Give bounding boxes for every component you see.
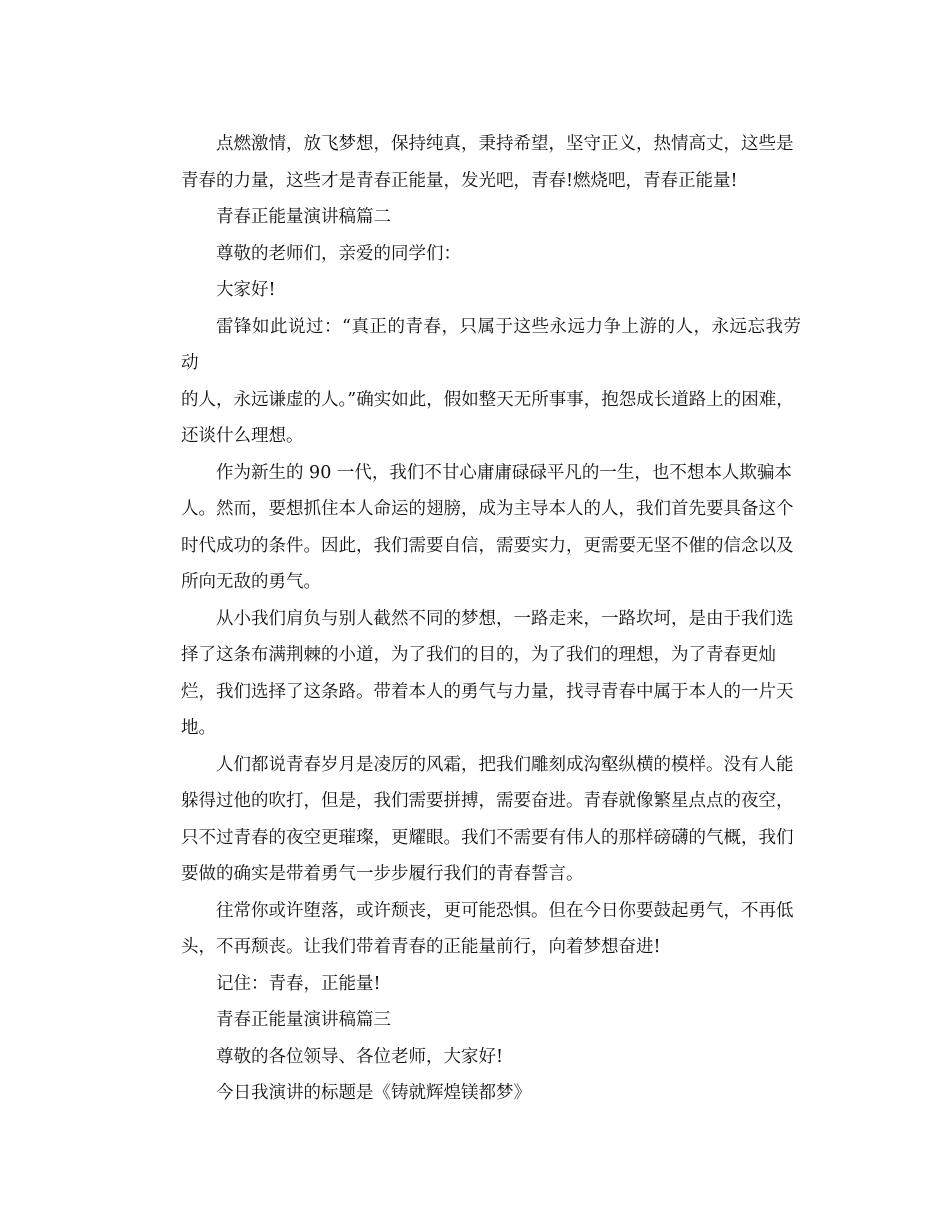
- text-line: 所向无敌的勇气。: [181, 572, 321, 592]
- text-line: 大家好!: [216, 280, 276, 300]
- paragraph: [146, 747, 801, 893]
- text-line: 还谈什么理想。: [181, 426, 304, 446]
- text-line: 点燃激情，放飞梦想，保持纯真，秉持希望，坚守正义，热情高丈，这些是: [216, 134, 794, 154]
- text-line: 往常你或许堕落，或许颓丧，更可能恐惧。但在今日你要鼓起勇气，不再低: [216, 900, 794, 921]
- text-line: 的人，永远谦虚的人。”确实如此，假如整天无所事事，抱怨成长道路上的困难，: [181, 389, 794, 410]
- paragraph: [146, 966, 801, 1003]
- salutation: [146, 236, 801, 273]
- paragraph: [146, 893, 801, 966]
- section-heading: [146, 1002, 801, 1039]
- text-line: 要做的确实是带着勇气一步步履行我们的青春誓言。: [181, 864, 584, 884]
- paragraph: [146, 455, 801, 601]
- text-line: 青春的力量，这些才是青春正能量，发光吧，青春!燃烧吧，青春正能量!: [181, 170, 738, 191]
- salutation: [146, 1039, 801, 1076]
- text-line: 青春正能量演讲稿篇二: [216, 207, 391, 227]
- greeting: [146, 272, 801, 309]
- text-line: 雷锋如此说过：“真正的青春，只属于这些永远力争上游的人，永远忘我劳动: [181, 316, 801, 373]
- text-line: 人们都说青春岁月是凌厉的风霜，把我们雕刻成沟壑纵横的模样。没有人能: [216, 754, 794, 775]
- text-line: 尊敬的各位领导、各位老师，大家好!: [216, 1046, 504, 1067]
- paragraph: [146, 601, 801, 747]
- text-line: 今日我演讲的标题是《铸就辉煌镁都梦》: [216, 1083, 531, 1103]
- text-line: 人。然而，要想抓住本人命运的翅膀，成为主导本人的人，我们首先要具备这个: [181, 499, 794, 519]
- document-body: [146, 126, 801, 1112]
- paragraph: [146, 1075, 801, 1112]
- text-line: 择了这条布满荆棘的小道，为了我们的目的，为了我们的理想，为了青春更灿: [181, 645, 776, 665]
- text-line: 烂，我们选择了这条路。带着本人的勇气与力量，找寻青春中属于本人的一片天: [181, 681, 794, 702]
- text-line: 头，不再颓丧。让我们带着青春的正能量前行，向着梦想奋进!: [181, 937, 661, 957]
- text-line: 作为新生的 90 一代，我们不甘心庸庸碌碌平凡的一生，也不想本人欺骗本: [216, 462, 792, 483]
- text-line: 只不过青春的夜空更璀璨，更耀眼。我们不需要有伟人的那样磅礴的气概，我们: [181, 827, 794, 848]
- text-line: 躲得过他的吹打，但是，我们需要拼搏，需要奋进。青春就像繁星点点的夜空，: [181, 791, 794, 811]
- paragraph: [146, 309, 801, 455]
- text-line: 从小我们肩负与别人截然不同的梦想，一路走来，一路坎坷，是由于我们选: [216, 608, 794, 629]
- text-line: 尊敬的老师们，亲爱的同学们：: [216, 243, 461, 264]
- text-line: 记住：青春，正能量!: [216, 973, 381, 994]
- section-heading: [146, 199, 801, 236]
- text-line: 青春正能量演讲稿篇三: [216, 1010, 391, 1030]
- paragraph: [146, 126, 801, 199]
- text-line: 地。: [181, 718, 216, 738]
- text-line: 时代成功的条件。因此，我们需要自信，需要实力，更需要无坚不催的信念以及: [181, 535, 794, 556]
